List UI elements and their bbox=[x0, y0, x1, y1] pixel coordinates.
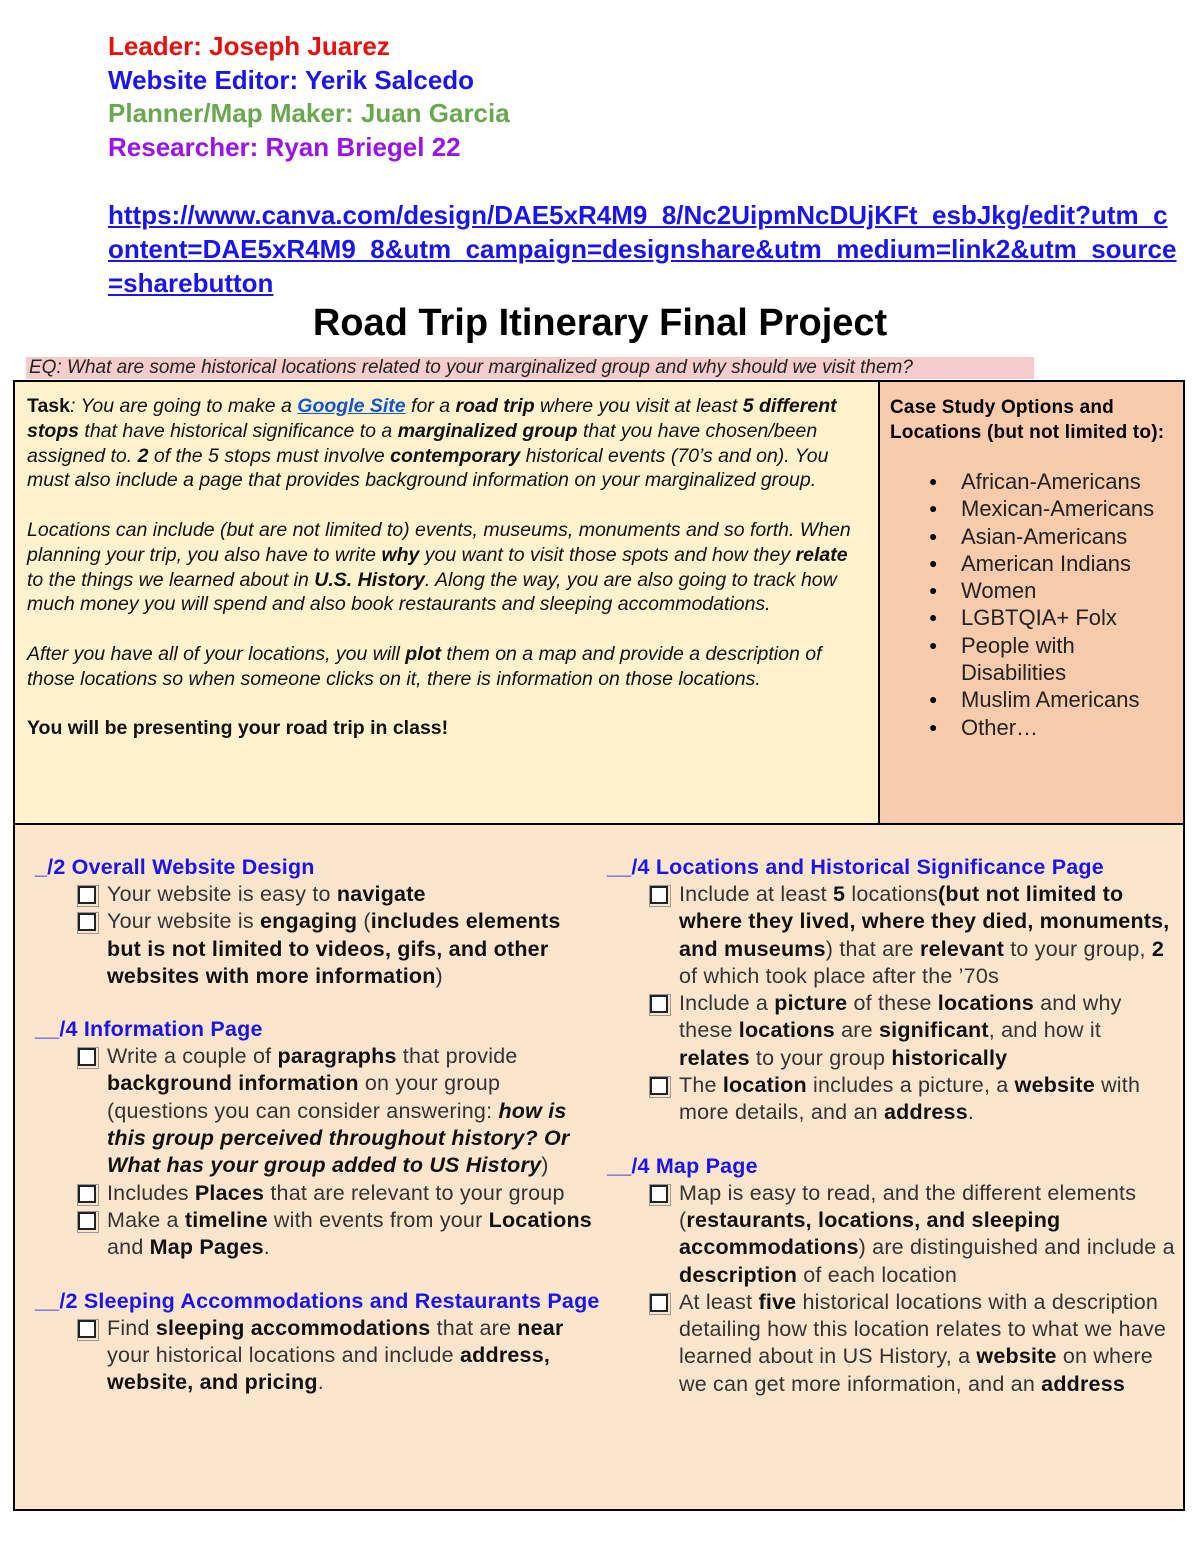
section-heading: __/4 Map Page bbox=[607, 1153, 758, 1178]
case-study-item: ● Mexican-Americans bbox=[915, 495, 1185, 522]
case-study-item: ● Asian-Americans bbox=[915, 523, 1185, 550]
website-editor-line: Website Editor: Yerik Salcedo bbox=[108, 64, 475, 95]
checklist-text: Write a couple of paragraphs that provide background information on your group (questions you can consider answering: how is this group perceived throughout history? Or What has your group added to US History) bbox=[107, 1044, 570, 1178]
checklist-item bbox=[607, 881, 1177, 990]
checklist bbox=[607, 1180, 1177, 1398]
task-box bbox=[13, 380, 880, 825]
checklist-text: Your website is easy to navigate bbox=[107, 882, 426, 906]
researcher-line: Researcher: Ryan Briegel 22 bbox=[108, 131, 461, 162]
case-study-item: ● American Indians bbox=[915, 550, 1185, 577]
case-study-box bbox=[878, 380, 1185, 825]
leader-line: Leader: Joseph Juarez bbox=[108, 31, 390, 61]
task-paragraph-3: After you have all of your locations, you will plot them on a map and provide a description of those locations so when someone clicks on it, there is information on those locations. bbox=[27, 642, 822, 690]
checklist bbox=[35, 1043, 600, 1261]
checkbox[interactable] bbox=[650, 1077, 668, 1095]
checklist-text: Your website is engaging (includes elements but is not limited to videos, gifs, and other websites with more information) bbox=[107, 909, 561, 988]
checkbox[interactable] bbox=[78, 913, 96, 931]
case-study-item: ● LGBTQIA+ Folx bbox=[915, 604, 1185, 631]
section-heading: _/2 Overall Website Design bbox=[35, 855, 315, 879]
case-study-item: ● Muslim Americans bbox=[915, 686, 1185, 713]
checkbox[interactable] bbox=[650, 886, 668, 904]
checklist bbox=[607, 881, 1177, 1127]
checkbox[interactable] bbox=[78, 1320, 96, 1338]
checklist-item bbox=[35, 881, 600, 908]
checkbox[interactable] bbox=[78, 886, 96, 904]
case-study-item: ● African-Americans bbox=[915, 468, 1185, 495]
checklist-text: Includes Places that are relevant to your group bbox=[107, 1180, 565, 1205]
task-paragraph-2: Locations can include (but are not limited to) events, museums, monuments and so forth. When planning your trip, you also have to write why you want to visit those spots and how they relate to the things we learned about in U.S. History. Along the way, you are also going to track how much money you will spend and also book restaurants and sleeping accommodations. bbox=[27, 518, 851, 616]
essential-question: EQ: What are some historical locations related to your marginalized group and why should we visit them? bbox=[26, 357, 1034, 379]
task-description bbox=[27, 394, 867, 766]
section-heading: __/4 Locations and Historical Significance Page bbox=[607, 855, 1104, 879]
rubric-box bbox=[13, 823, 1185, 1511]
checklist-item bbox=[607, 1072, 1177, 1127]
checkbox[interactable] bbox=[650, 1185, 668, 1203]
case-study-list bbox=[915, 468, 1185, 741]
section-heading: __/2 Sleeping Accommodations and Restaurants Page bbox=[35, 1288, 600, 1313]
rubric-column-right bbox=[607, 853, 1177, 1423]
checklist-text: The location includes a picture, a website with more details, and an address. bbox=[679, 1073, 1141, 1125]
checklist-item bbox=[35, 908, 600, 990]
case-study-item: ● People with Disabilities bbox=[915, 632, 1185, 687]
case-study-item: ● Women bbox=[915, 577, 1185, 604]
checklist-item bbox=[607, 1289, 1177, 1398]
page-title: Road Trip Itinerary Final Project bbox=[312, 302, 888, 344]
team-roles bbox=[108, 30, 510, 164]
task-paragraph-1: Task: You are going to make a Google Site for a road trip where you visit at least 5 different stops that have historical significance to a marginalized group that you have chosen/been assigned to. 2 of the 5 stops must involve contemporary historical events (70’s and on). You must also include a page that provides background information on your marginalized group. bbox=[27, 395, 837, 492]
checkbox[interactable] bbox=[650, 1294, 668, 1312]
rubric-column-left bbox=[35, 853, 600, 1421]
checkbox[interactable] bbox=[650, 995, 668, 1013]
checkbox[interactable] bbox=[78, 1185, 96, 1203]
checklist bbox=[35, 1315, 600, 1397]
checklist-text: Map is easy to read, and the different elements (restaurants, locations, and sleeping accommodations) are distinguished and include a description of each location bbox=[679, 1180, 1175, 1287]
case-study-title: Case Study Options and Locations (but not limited to): bbox=[890, 397, 1165, 443]
checklist-item bbox=[35, 1315, 600, 1397]
checklist-text: Find sleeping accommodations that are near your historical locations and include address, website, and pricing. bbox=[107, 1315, 564, 1395]
checkbox[interactable] bbox=[78, 1048, 96, 1066]
section-heading: __/4 Information Page bbox=[35, 1017, 263, 1042]
checklist-item bbox=[607, 1180, 1177, 1289]
checklist-item bbox=[35, 1043, 600, 1179]
checklist-item bbox=[607, 990, 1177, 1072]
checklist-item bbox=[35, 1180, 600, 1207]
planner-line: Planner/Map Maker: Juan Garcia bbox=[108, 98, 510, 128]
presentation-note: You will be presenting your road trip in class! bbox=[27, 717, 449, 740]
canva-link[interactable]: https://www.canva.com/design/DAE5xR4M9_8/Nc2UipmNcDUjKFt_esbJkg/edit?utm_content=DAE5xR4M9_8&utm_campaign=designshare&utm_medium=link2&utm_source=sharebutton bbox=[108, 200, 1177, 298]
checklist-text: Make a timeline with events from your Locations and Map Pages. bbox=[107, 1207, 592, 1260]
checklist-text: Include at least 5 locations(but not limited to where they lived, where they died, monuments, and museums) that are relevant to your group, 2 of which took place after the ’70s bbox=[679, 882, 1170, 988]
checklist-text: At least five historical locations with a description detailing how this location relates to what we have learned about in US History, a website on where we can get more information, and an address bbox=[679, 1289, 1167, 1396]
checklist bbox=[35, 881, 600, 990]
checklist-item bbox=[35, 1207, 600, 1262]
checkbox[interactable] bbox=[78, 1212, 96, 1230]
checklist-text: Include a picture of these locations and why these locations are significant, and how it relates to your group historically bbox=[679, 991, 1122, 1070]
case-study-item: ● Other… bbox=[915, 714, 1185, 741]
